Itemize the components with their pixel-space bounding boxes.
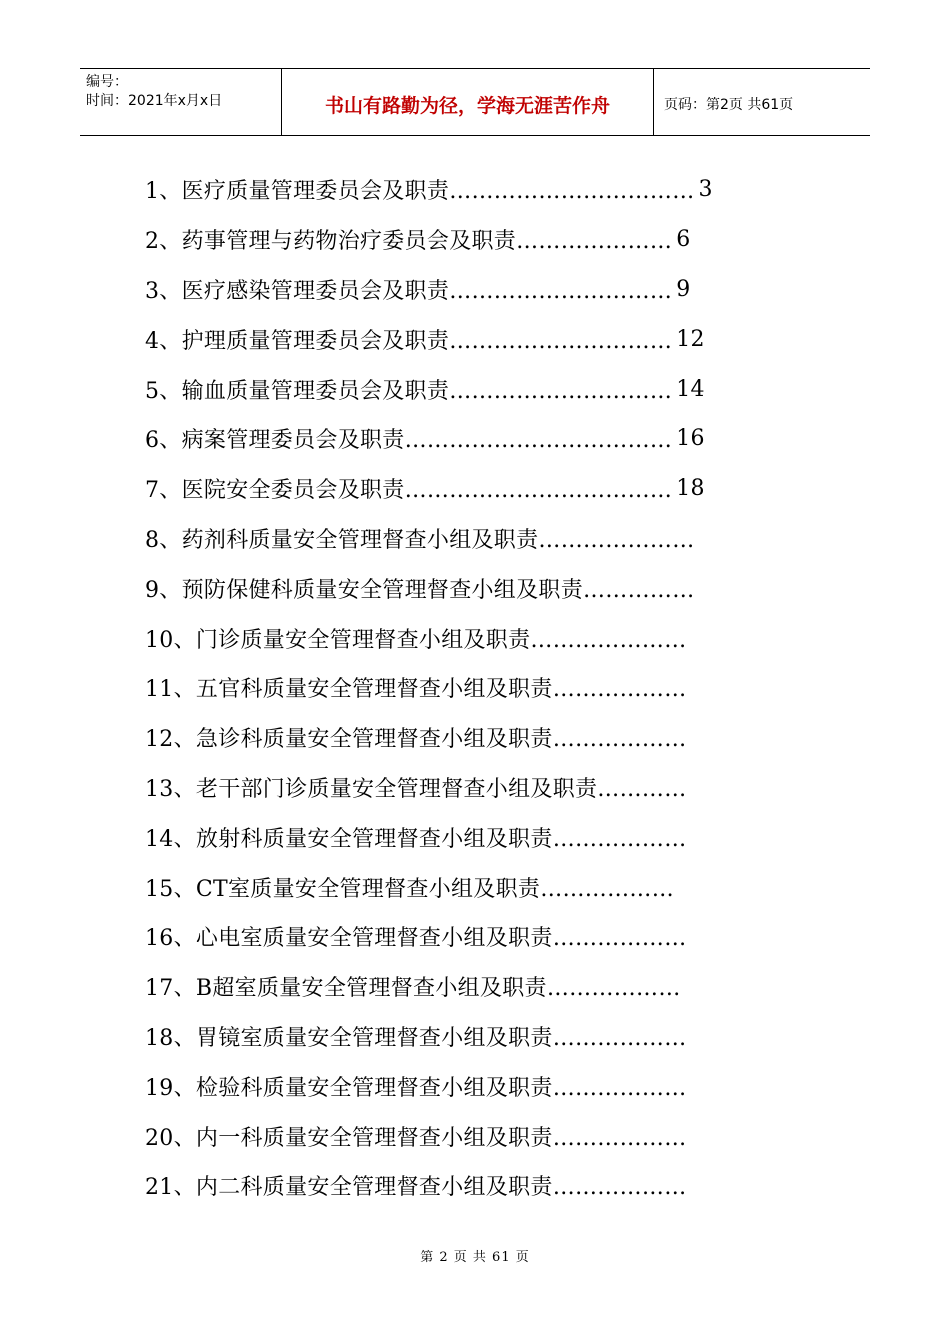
toc-entry[interactable]: [145, 563, 805, 613]
toc-entry-title: 18、胃镜室质量安全管理督查小组及职责………………: [145, 1025, 687, 1051]
toc-entry-title: 15、CT室质量安全管理督查小组及职责………………: [145, 876, 675, 902]
toc-entry[interactable]: [145, 215, 805, 265]
toc-entry[interactable]: [145, 414, 805, 464]
toc-entry[interactable]: [145, 364, 805, 414]
toc-entry-title: 7、医院安全委员会及职责………………………………: [145, 478, 673, 504]
toc-entry-title: 3、医疗感染管理委员会及职责…………………………: [145, 278, 673, 304]
toc-entry-page-number: 14: [676, 376, 705, 402]
toc-entry[interactable]: [145, 812, 805, 862]
document-number-label: 编号：: [86, 74, 128, 90]
toc-entry[interactable]: [145, 1061, 805, 1111]
toc-entry-title: 10、门诊质量安全管理督查小组及职责…………………: [145, 627, 687, 653]
toc-entry-title: 1、医疗质量管理委员会及职责……………………………: [145, 179, 695, 205]
toc-entry-title: 13、老干部门诊质量安全管理督查小组及职责…………: [145, 776, 687, 802]
toc-entry[interactable]: [145, 165, 805, 215]
toc-entry[interactable]: [145, 663, 805, 713]
header-meta-cell: [80, 69, 282, 135]
toc-entry-title: 8、药剂科质量安全管理督查小组及职责…………………: [145, 527, 695, 553]
toc-entry-title: 2、药事管理与药物治疗委员会及职责…………………: [145, 229, 673, 255]
toc-entry[interactable]: [145, 514, 805, 564]
toc-entry-page-number: 16: [676, 426, 705, 452]
toc-entry-title: 11、五官科质量安全管理督查小组及职责………………: [145, 677, 687, 703]
toc-entry[interactable]: [145, 464, 805, 514]
toc-entry-title: 16、心电室质量安全管理督查小组及职责………………: [145, 926, 687, 952]
toc-entry[interactable]: [145, 713, 805, 763]
toc-entry-page-number: 6: [676, 227, 691, 253]
toc-entry[interactable]: [145, 613, 805, 663]
toc-entry[interactable]: [145, 962, 805, 1012]
toc-entry-page-number: 9: [676, 276, 691, 302]
page-header: [80, 68, 870, 136]
toc-entry-page-number: 3: [698, 177, 713, 203]
toc-entry[interactable]: [145, 265, 805, 315]
document-date: 时间：2021年x月x日: [86, 93, 223, 109]
toc-entry-title: 17、B超室质量安全管理督查小组及职责………………: [145, 976, 681, 1002]
header-page-info: 页码：第2页 共61页: [664, 97, 794, 113]
table-of-contents: [145, 165, 805, 1211]
toc-entry-title: 20、内一科质量安全管理督查小组及职责………………: [145, 1125, 687, 1151]
toc-entry-title: 14、放射科质量安全管理督查小组及职责………………: [145, 826, 687, 852]
toc-entry-title: 6、病案管理委员会及职责………………………………: [145, 428, 673, 454]
toc-entry-title: 4、护理质量管理委员会及职责…………………………: [145, 328, 673, 354]
toc-entry[interactable]: [145, 912, 805, 962]
toc-entry-page-number: 18: [676, 476, 705, 502]
header-motto: 书山有路勤为径，学海无涯苦作舟: [282, 69, 654, 135]
page-footer: 第 2 页 共 61 页: [420, 1250, 530, 1265]
toc-entry[interactable]: [145, 763, 805, 813]
toc-entry-title: 19、检验科质量安全管理督查小组及职责………………: [145, 1075, 687, 1101]
toc-entry[interactable]: [145, 1012, 805, 1062]
toc-entry[interactable]: [145, 1161, 805, 1211]
toc-entry-title: 5、输血质量管理委员会及职责…………………………: [145, 378, 673, 404]
toc-entry[interactable]: [145, 862, 805, 912]
toc-entry-page-number: 12: [676, 326, 705, 352]
toc-entry[interactable]: [145, 1111, 805, 1161]
toc-entry-title: 9、预防保健科质量安全管理督查小组及职责……………: [145, 577, 695, 603]
toc-entry-title: 21、内二科质量安全管理督查小组及职责………………: [145, 1175, 687, 1201]
toc-entry[interactable]: [145, 314, 805, 364]
toc-entry-title: 12、急诊科质量安全管理督查小组及职责………………: [145, 727, 687, 753]
